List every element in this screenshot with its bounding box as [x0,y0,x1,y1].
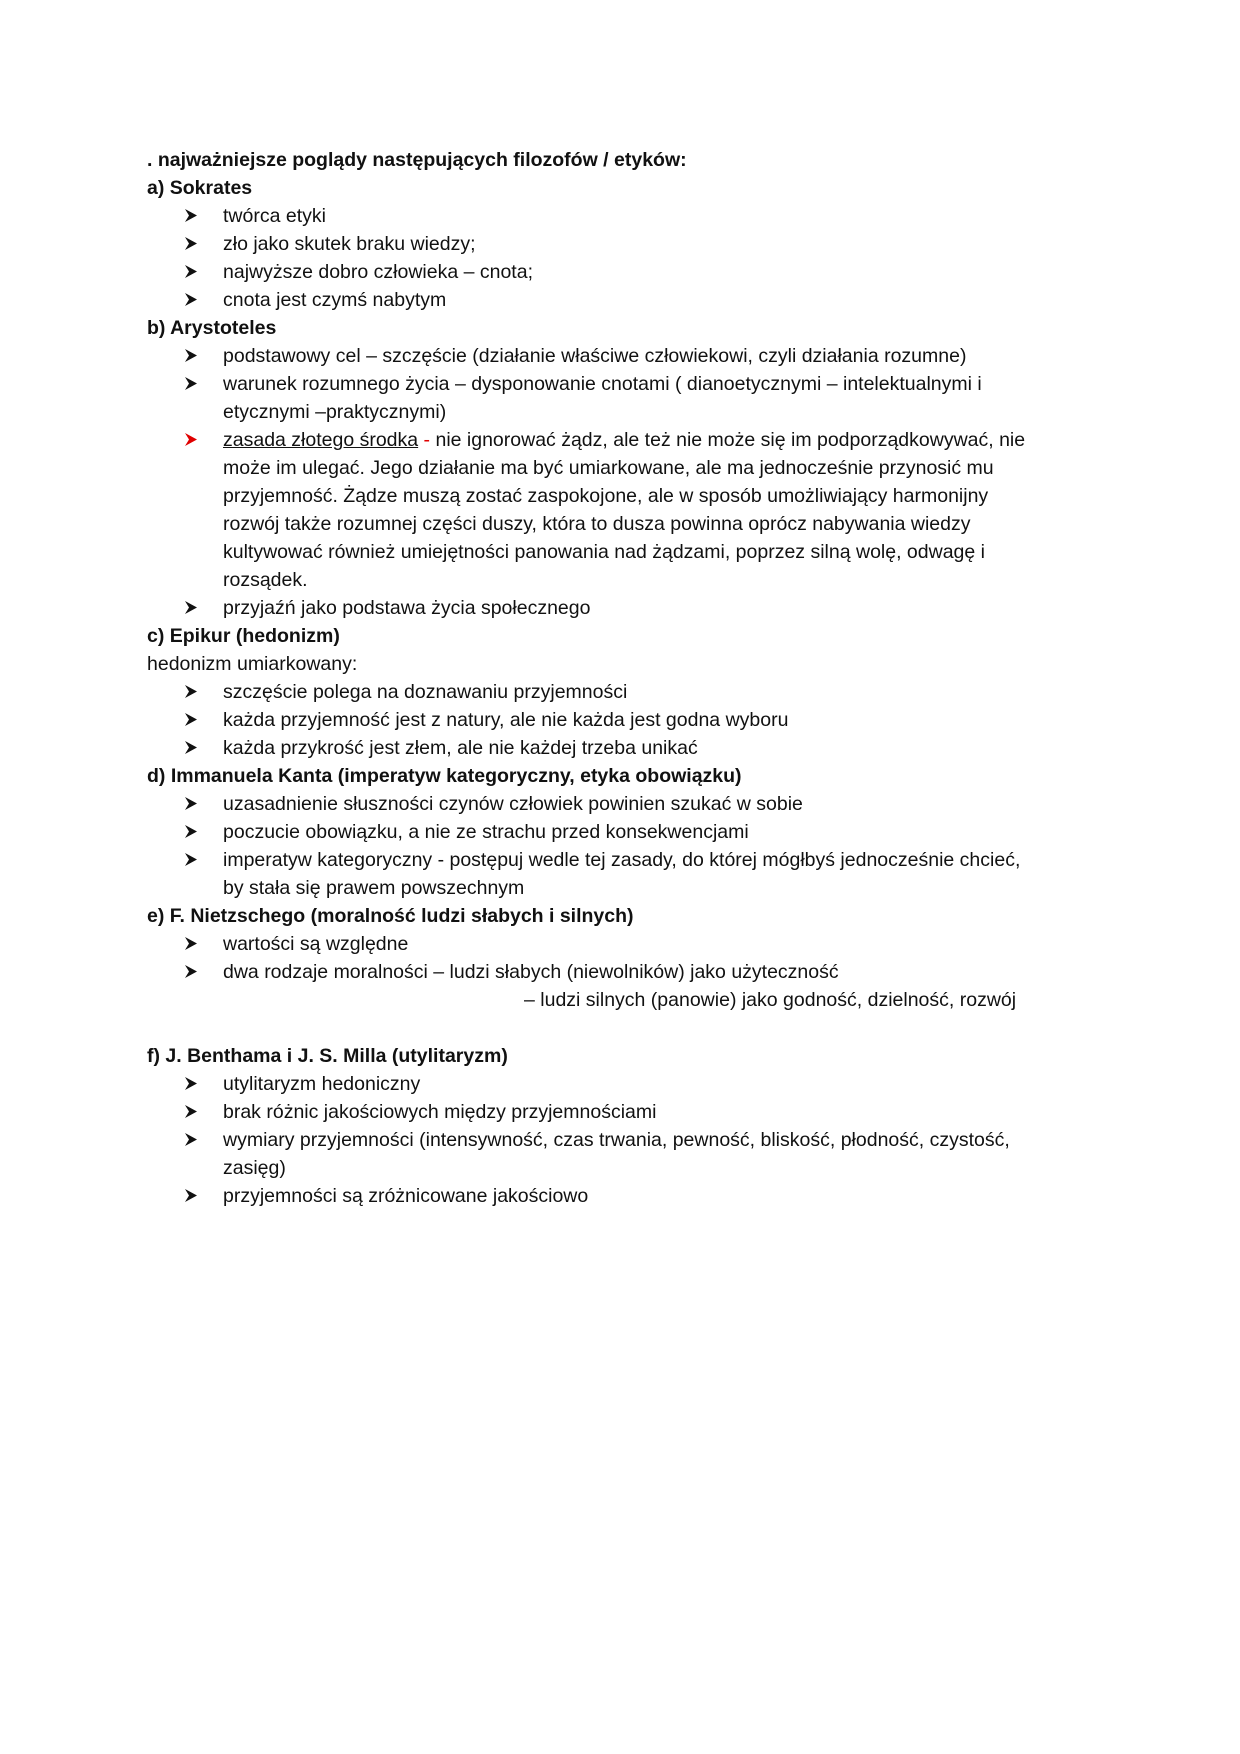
arrowhead-bullet-icon [184,1098,202,1126]
arrowhead-bullet-icon [184,342,202,370]
list-item: brak różnic jakościowych między przyjemnościami [147,1098,1107,1126]
section-title-kant: d) Immanuela Kanta (imperatyw kategoryczny, etyka obowiązku) [147,765,742,787]
list-item: przyjemności są zróżnicowane jakościowo [147,1182,1107,1210]
arrowhead-bullet-icon [184,594,202,622]
list-item: każda przyjemność jest z natury, ale nie każda jest godna wyboru [147,706,1107,734]
list-item: cnota jest czymś nabytym [147,286,1107,314]
arrowhead-bullet-icon [184,678,202,706]
document-heading: . najważniejsze poglądy następujących filozofów / etyków: [147,149,687,171]
list-item: szczęście polega na doznawaniu przyjemności [147,678,1107,706]
section-title-nietzsche: e) F. Nietzschego (moralność ludzi słabych i silnych) [147,905,634,927]
spacer [147,1014,1107,1042]
list-item: wartości są względne [147,930,1107,958]
section-title-arystoteles: b) Arystoteles [147,317,277,339]
arrowhead-bullet-icon [184,846,202,874]
arrowhead-bullet-icon [184,1182,202,1210]
arrowhead-bullet-icon [184,958,202,986]
list-item: każda przykrość jest złem, ale nie każdej trzeba unikać [147,734,1107,762]
list-item: poczucie obowiązku, a nie ze strachu przed konsekwencjami [147,818,1107,846]
arrowhead-bullet-icon [184,790,202,818]
red-arrowhead-bullet-icon [184,426,202,454]
list-item: utylitaryzm hedoniczny [147,1070,1107,1098]
list-item: zło jako skutek braku wiedzy; [147,230,1107,258]
list-item: imperatyw kategoryczny - postępuj wedle tej zasady, do której mógłbyś jednocześnie chcieć, by stała się prawem powszechnym [147,846,1107,902]
arrowhead-bullet-icon [184,1070,202,1098]
arrowhead-bullet-icon [184,230,202,258]
golden-mean-term: zasada złotego środka [223,429,419,451]
document-page [147,146,1107,1210]
list-item: warunek rozumnego życia – dysponowanie cnotami ( dianoetycznymi – intelektualnymi i etycznymi –praktycznymi) [147,370,1107,426]
list-item: przyjaźń jako podstawa życia społecznego [147,594,1107,622]
arrowhead-bullet-icon [184,202,202,230]
arrowhead-bullet-icon [184,1126,202,1154]
section-title-epikur: c) Epikur (hedonizm) [147,625,340,647]
list-item: najwyższe dobro człowieka – cnota; [147,258,1107,286]
section-title-bentham-mill: f) J. Benthama i J. S. Milla (utylitaryzm) [147,1045,508,1067]
list-item: twórca etyki [147,202,1107,230]
arrowhead-bullet-icon [184,258,202,286]
section-title-sokrates: a) Sokrates [147,177,253,199]
arrowhead-bullet-icon [184,818,202,846]
arrowhead-bullet-icon [184,706,202,734]
arrowhead-bullet-icon [184,370,202,398]
list-item: uzasadnienie słuszności czynów człowiek powinien szukać w sobie [147,790,1107,818]
list-item: dwa rodzaje moralności – ludzi słabych (niewolników) jako użyteczność – ludzi silnych (panowie) jako godność, dzielność, rozwój [147,958,1107,1014]
section-subtitle: hedonizm umiarkowany: [147,653,358,675]
arrowhead-bullet-icon [184,930,202,958]
list-item: podstawowy cel – szczęście (działanie właściwe człowiekowi, czyli działania rozumne) [147,342,1107,370]
list-item: wymiary przyjemności (intensywność, czas trwania, pewność, bliskość, płodność, czystość, zasięg) [147,1126,1107,1182]
arrowhead-bullet-icon [184,734,202,762]
list-item-golden-mean: zasada złotego środka - nie ignorować żądz, ale też nie może się im podporządkowywać, nie może im ulegać. Jego działanie ma być umiarkowane, ale ma jednocześnie przynosić mu przyjemność. Żądze muszą zostać zaspokojone, ale w sposób umożliwiający harmonijny rozwój także rozumnej części duszy, która to dusza powinna oprócz nabywania wiedzy kultywować również umiejętności panowania nad żądzami, poprzez silną wolę, odwagę i rozsądek. [147,426,1107,594]
arrowhead-bullet-icon [184,286,202,314]
